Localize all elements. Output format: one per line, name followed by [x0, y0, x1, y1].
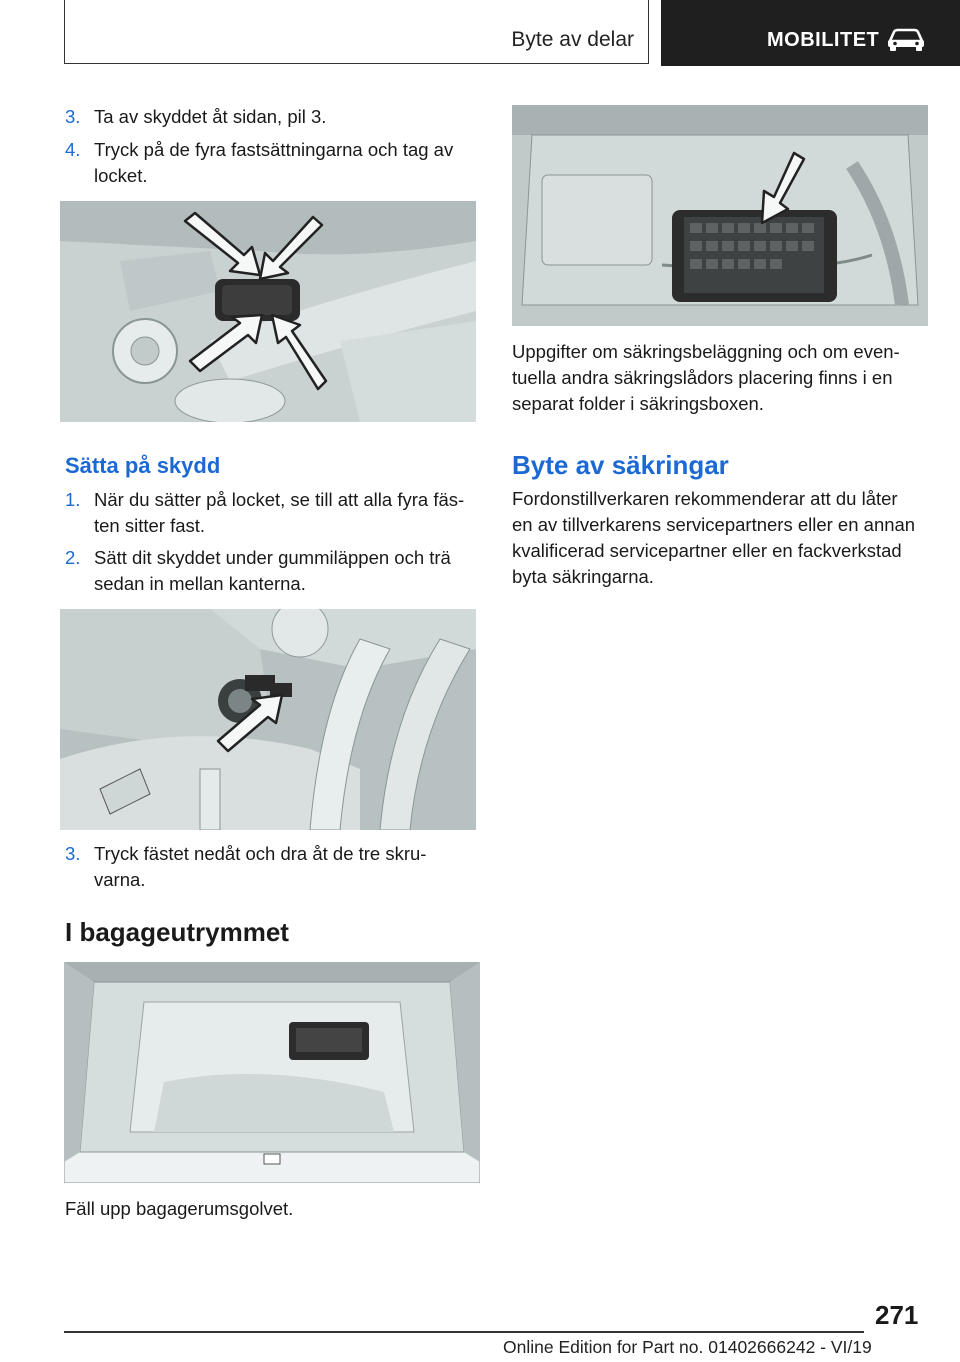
trunk-floor-photo	[64, 962, 480, 1183]
byte-text-line2: en av tillverkarens servicepartners eller en annan	[512, 514, 916, 535]
step-text-line1: Tryck på de fyra fastsättningarna och tag av	[94, 139, 454, 160]
chapter-tab	[661, 0, 960, 66]
heading-satta-pa-skydd: Sätta på skydd	[65, 453, 221, 478]
chapter-title: MOBILITET	[767, 29, 880, 51]
step-text-line1: När du sätter på locket, se till att alla fyra fäs-	[94, 489, 465, 510]
byte-text-line3: kvalificerad servicepartner eller en fackverkstad	[512, 540, 902, 561]
step-text-line1: Sätt dit skyddet under gummiläppen och trä	[94, 547, 451, 568]
satta-step-1	[65, 487, 485, 539]
rubber-lip-clip-photo	[60, 609, 476, 830]
footer-divider	[64, 1331, 864, 1333]
step-text: Ta av skyddet åt sidan, pil 3.	[94, 106, 327, 127]
fuse-info-text	[512, 339, 932, 419]
step-number: 2.	[65, 547, 81, 568]
section-title: Byte av delar	[511, 28, 634, 51]
car-icon	[887, 27, 925, 51]
satta-step-2	[65, 545, 485, 597]
page-number: 271	[875, 1300, 919, 1330]
byte-text-line1: Fordonstillverkaren rekommenderar att du låter	[512, 488, 898, 509]
fuse-box-photo	[512, 105, 928, 326]
step-4-press-fasteners	[65, 137, 485, 189]
step-text-line2: varna.	[94, 869, 146, 890]
step-number: 4.	[65, 139, 81, 160]
step-number: 3.	[65, 843, 81, 864]
footer-edition: Online Edition for Part no. 01402666242 - VI/19	[503, 1337, 872, 1357]
engine-bay-cover-photo	[60, 201, 476, 422]
step-text-line2: ten sitter fast.	[94, 515, 206, 536]
fuse-info-line1: Uppgifter om säkringsbeläggning och om even-	[512, 341, 900, 362]
fuse-info-line3: separat folder i säkringsboxen.	[512, 393, 764, 414]
heading-byte-av-sakringar: Byte av säkringar	[512, 450, 729, 480]
step-number: 3.	[65, 106, 81, 127]
header-section-box	[64, 0, 649, 64]
byte-av-sakringar-text	[512, 486, 942, 592]
step-text-line1: Tryck fästet nedåt och dra åt de tre skru-	[94, 843, 427, 864]
fuse-info-line2: tuella andra säkringslådors placering finns i en	[512, 367, 893, 388]
caption-bagage: Fäll upp bagagerumsgolvet.	[65, 1198, 294, 1219]
step-text-line2: sedan in mellan kanterna.	[94, 573, 306, 594]
step-text-line2: locket.	[94, 165, 148, 186]
step-number: 1.	[65, 489, 81, 510]
heading-i-bagageutrymmet: I bagageutrymmet	[65, 917, 289, 947]
byte-text-line4: byta säkringarna.	[512, 566, 654, 587]
satta-step-3	[65, 841, 485, 893]
step-3-remove-cover	[65, 104, 485, 130]
